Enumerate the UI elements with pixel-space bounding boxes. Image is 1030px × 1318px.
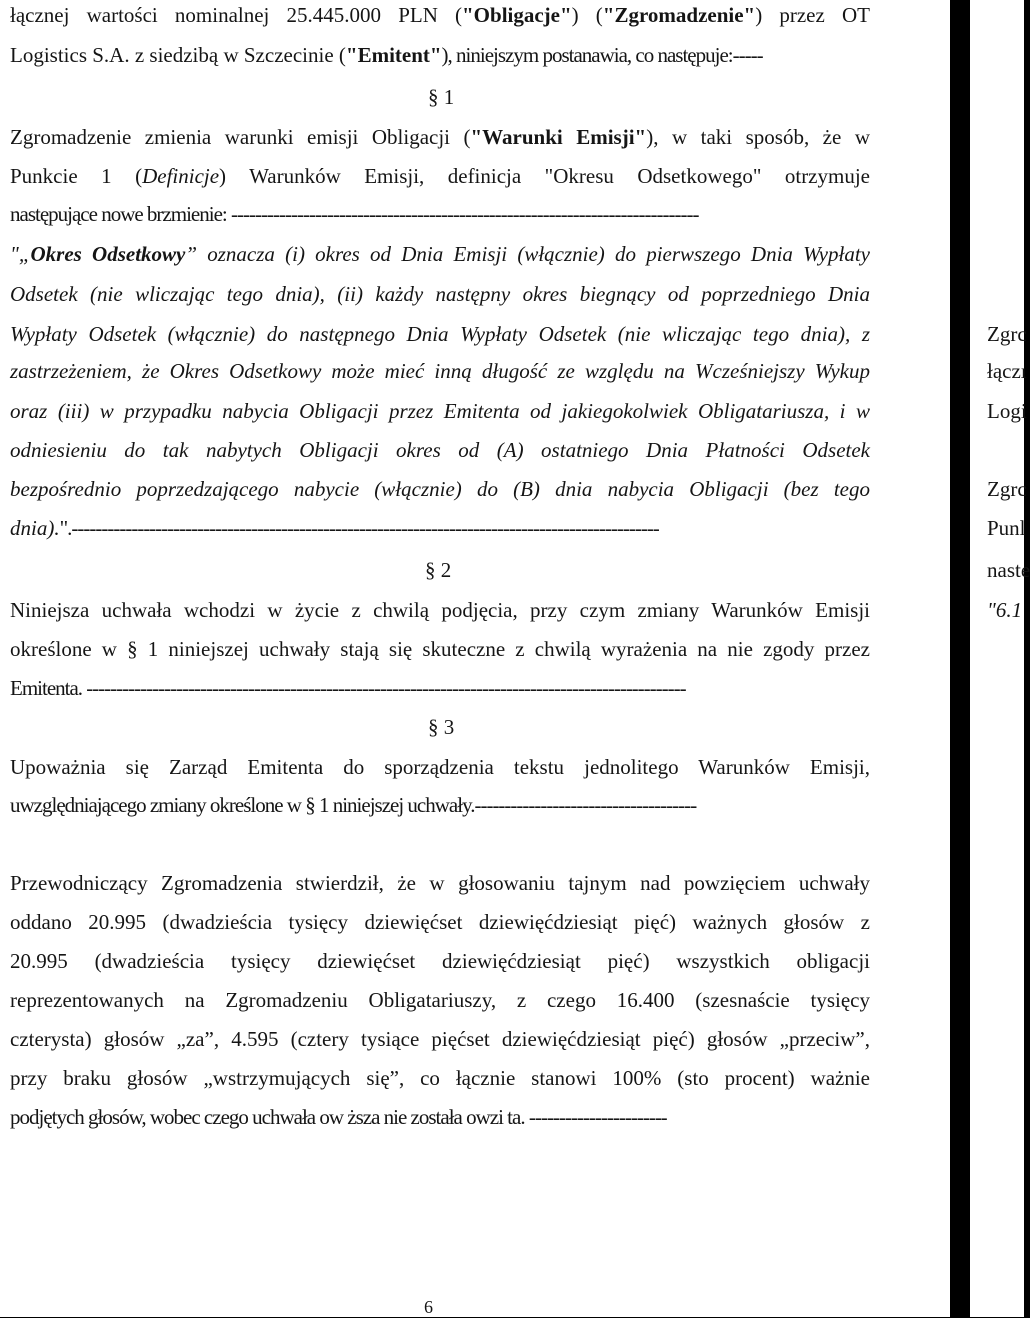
- definition-end: ".--------------------------------------------------------------------------------------------------: [59, 516, 659, 540]
- intro-line-2: [10, 42, 870, 68]
- vote-line-4: reprezentowanych na Zgromadzeniu Obligatariuszy, z czego 16.400 (szesnaście tysięcy: [10, 988, 870, 1012]
- definition-quote: "„: [10, 242, 31, 266]
- sec2-line-2: określone w § 1 niniejszej uchwały stają się skuteczne z chwilą wyrażenia na nie zgody przez: [10, 637, 870, 661]
- adjacent-fragment: łączı: [987, 359, 1027, 383]
- definition-line-1: [10, 241, 870, 267]
- intro-text: łącznej wartości nominalnej 25.445.000 PLN (: [10, 3, 463, 27]
- intro-text: ), niniejszym postanawia, co następuje:-----: [441, 43, 763, 67]
- definition-line-4: zastrzeżeniem, że Okres Odsetkowy może mieć inną długość ze względu na Wcześniejszy Wykup: [10, 359, 870, 383]
- intro-text: ) przez OT: [755, 3, 870, 27]
- sec1-line-1: [10, 124, 870, 150]
- section-heading-3: § 3: [428, 715, 455, 739]
- definition-line-5: oraz (iii) w przypadku nabycia Obligacji przez Emitenta od jakiegokolwiek Obligatariusza, i w: [10, 399, 870, 423]
- definition-line-6: odniesieniu do tak nabytych Obligacji okres od (A) ostatniego Dnia Płatności Odsetek: [10, 438, 870, 462]
- sec1-line-2: [10, 163, 870, 189]
- defined-term-obligacje: "Obligacje": [462, 3, 572, 27]
- body-text: ), w taki sposób, że w: [646, 125, 870, 149]
- definition-text: ” oznacza (i) okres od Dnia Emisji (włącznie) do pierwszego Dnia Wypłaty: [185, 242, 870, 266]
- definition-line-8: [10, 515, 870, 541]
- definition-line-7: bezpośrednio poprzedzającego nabycie (włącznie) do (B) dnia nabycia Obligacji (bez tego: [10, 477, 870, 501]
- body-text: ) Warunków Emisji, definicja "Okresu Odsetkowego" otrzymuje: [219, 164, 870, 188]
- definition-text: dnia).: [10, 516, 60, 540]
- adjacent-fragment: "6.1: [987, 598, 1023, 622]
- vote-line-5: czterysta) głosów „za”, 4.595 (cztery tysiące pięćset dziewięćdziesiąt pięć) głosów „przeciw”,: [10, 1027, 870, 1051]
- section-heading-2: § 2: [425, 558, 452, 582]
- body-text: Punkcie 1 (: [10, 164, 143, 188]
- defined-term-zgromadzenie: "Zgromadzenie": [602, 3, 756, 27]
- vote-line-2: oddano 20.995 (dwadzieścia tysięcy dziewięćset dziewięćdziesiąt pięć) ważnych głosów z: [10, 910, 870, 934]
- definition-line-3: Wypłaty Odsetek (włącznie) do następnego Dnia Wypłaty Odsetek (nie wliczając tego dnia), z: [10, 322, 870, 346]
- page-number: 6: [424, 1297, 433, 1317]
- section-heading-1: § 1: [428, 85, 455, 109]
- definition-term: Okres Odsetkowy: [30, 242, 186, 266]
- vote-line-1: Przewodniczący Zgromadzenia stwierdził, że w głosowaniu tajnym nad powzięciem uchwały: [10, 871, 870, 895]
- vote-line-3: 20.995 (dwadzieścia tysięcy dziewięćset dziewięćdziesiąt pięć) wszystkich obligacji: [10, 949, 870, 973]
- intro-text: ) (: [571, 3, 603, 27]
- sec2-line-1: Niniejsza uchwała wchodzi w życie z chwilą podjęcia, przy czym zmiany Warunków Emisji: [10, 598, 870, 622]
- adjacent-fragment: naste: [987, 558, 1030, 582]
- intro-text: Logistics S.A. z siedzibą w Szczecinie (: [10, 43, 346, 67]
- adjacent-fragment: Zgrc: [987, 477, 1027, 501]
- adjacent-fragment: Zgrc: [987, 322, 1027, 346]
- defined-term-warunki-emisji: "Warunki Emisji": [470, 125, 647, 149]
- vote-line-7: podjętych głosów, wobec czego uchwała ow ższa nie została owzi ta. -----------------------: [10, 1105, 667, 1129]
- italic-term-definicje: Definicje: [142, 164, 220, 188]
- body-text: Zgromadzenie zmienia warunki emisji Obligacji (: [10, 125, 471, 149]
- definition-line-2: Odsetek (nie wliczając tego dnia), (ii) każdy następny okres biegnący od poprzedniego Dnia: [10, 282, 870, 306]
- adjacent-page-strip: [970, 0, 1030, 1317]
- sec3-line-1: Upoważnia się Zarząd Emitenta do sporządzenia tekstu jednolitego Warunków Emisji,: [10, 755, 870, 779]
- sec3-line-2: uwzględniającego zmiany określone w § 1 niniejszej uchwały.-------------------------------------: [10, 793, 697, 817]
- vote-line-6: przy braku głosów „wstrzymujących się”, co łącznie stanowi 100% (sto procent) ważnie: [10, 1066, 870, 1090]
- adjacent-fragment: Logi: [987, 399, 1027, 423]
- defined-term-emitent: "Emitent": [345, 43, 442, 67]
- intro-line-1: [10, 2, 870, 28]
- sec1-line-3: następujące nowe brzmienie: ------------------------------------------------------------------------------: [10, 202, 699, 226]
- sec2-line-3: Emitenta. ----------------------------------------------------------------------------------------------------: [10, 676, 686, 700]
- adjacent-fragment: Punl: [987, 516, 1026, 540]
